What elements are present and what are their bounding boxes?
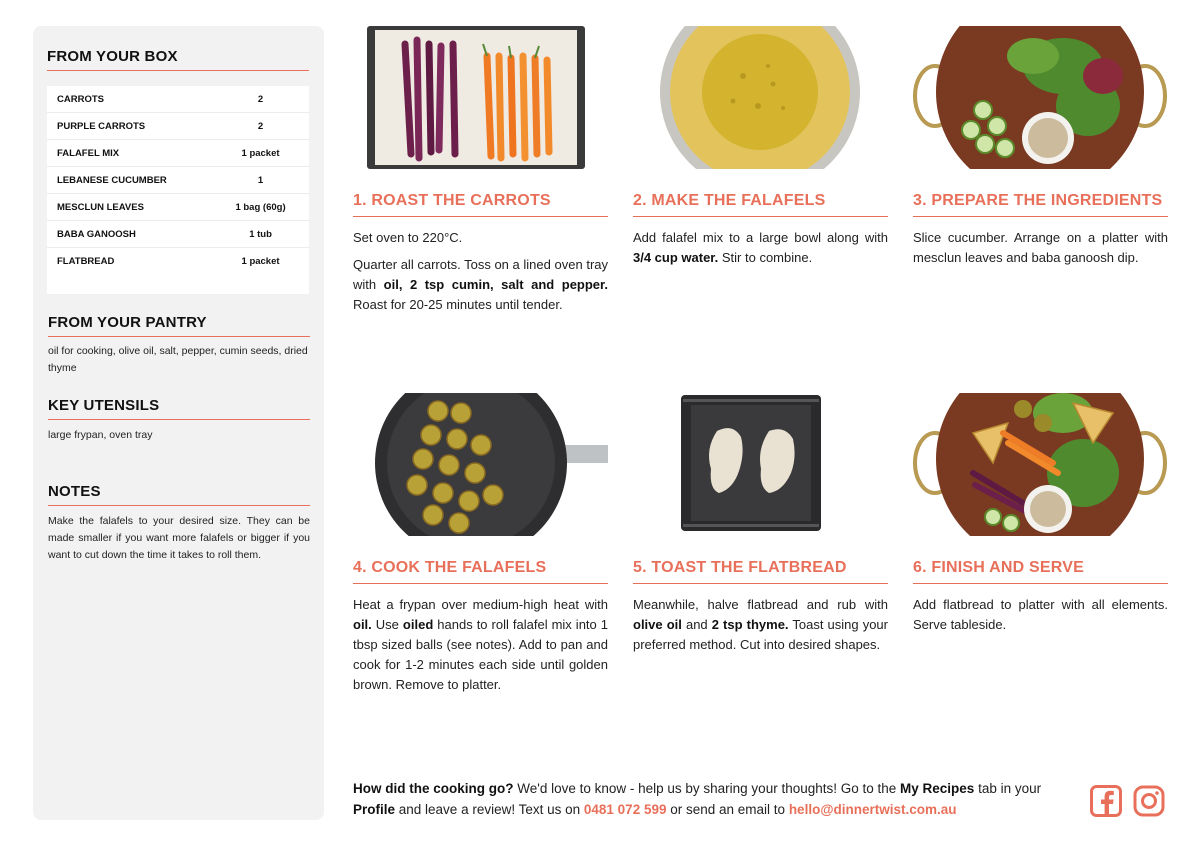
box-item-name: BABA GANOOSH [57,228,136,240]
step-title: 4. COOK THE FALAFELS [353,559,608,584]
box-item-row [47,167,309,194]
phone-number[interactable]: 0481 072 599 [583,802,667,817]
step-title: 6. FINISH AND SERVE [913,559,1168,584]
utensils-title: KEY UTENSILS [48,397,310,420]
box-item-qty: 2 [257,93,264,105]
box-item-row [47,140,309,167]
box-item-qty: 1 bag (60g) [235,201,286,213]
utensils-text: large frypan, oven tray [48,429,153,441]
step-text: Add flatbread to platter with all elements. Serve tableside. [913,597,1168,632]
box-item-qty: 2 [257,120,264,132]
pantry-text: oil for cooking, olive oil, salt, pepper, cumin seeds, dried thyme [48,345,308,374]
footer-question: How did the cooking go? [353,781,514,796]
falafels-in-pan-photo [353,393,608,536]
box-title: FROM YOUR BOX [47,48,309,71]
step-text: Meanwhile, halve flatbread and rub with olive oil and 2 tsp thyme. Toast using your preferred method. Cut into desired shapes. [633,597,888,652]
box-item-row [47,86,309,113]
footer-text: We'd love to know - help us by sharing your thoughts! Go to the [513,781,901,796]
box-item-name: MESCLUN LEAVES [57,201,144,213]
box-item-name: FALAFEL MIX [57,147,120,159]
roasted-carrots-photo [353,26,608,169]
footer-text: or send an email to [666,802,789,817]
sidebar [33,26,324,820]
step-text: Quarter all carrots. Toss on a lined oven tray with oil, 2 tsp cumin, salt and pepper. Roast for 20-25 minutes until tender. [353,257,608,312]
box-item-row [47,248,309,274]
facebook-icon[interactable] [1090,785,1122,822]
box-item-qty: 1 packet [241,147,280,159]
step-title: 5. TOAST THE FLATBREAD [633,559,888,584]
notes-title: NOTES [48,483,310,506]
step-body [353,228,608,322]
step-body [633,595,888,662]
box-item-qty: 1 packet [241,255,280,267]
step-text: Slice cucumber. Arrange on a platter with mesclun leaves and baba ganoosh dip. [913,230,1168,265]
step-text: Add falafel mix to a large bowl along with 3/4 cup water. Stir to combine. [633,230,888,265]
box-item-name: FLATBREAD [57,255,115,267]
step-6 [913,393,1168,632]
box-item-row [47,194,309,221]
step-title: 2. MAKE THE FALAFELS [633,192,888,217]
email-link[interactable]: hello@dinnertwist.com.au [788,802,957,817]
step-body [633,228,888,275]
step-text: Set oven to 220°C. [353,230,463,245]
step-3 [913,26,1168,265]
pantry-title: FROM YOUR PANTRY [48,314,310,337]
step-text: Heat a frypan over medium-high heat with oil. Use oiled hands to roll falafel mix into 1 tbsp sized balls (see notes). Add to pan and cook for 1-2 minutes each side until golden brown. Remove to platter. [353,597,609,692]
box-item-qty: 1 tub [249,228,272,240]
footer-text: and leave a review! Text us on [395,802,584,817]
step-2 [633,26,888,265]
profile-label: Profile [353,802,396,817]
step-body [353,595,608,702]
feedback-footer [353,778,1073,820]
step-1 [353,26,608,312]
finished-platter-photo [913,393,1168,536]
box-item-name: CARROTS [57,93,104,105]
step-5 [633,393,888,652]
instagram-icon[interactable] [1133,785,1165,822]
footer-text: tab in your [974,781,1042,796]
box-item-name: PURPLE CARROTS [57,120,146,132]
step-title: 1. ROAST THE CARROTS [353,192,608,217]
box-items-table [47,86,309,294]
step-4 [353,393,609,692]
box-item-name: LEBANESE CUCUMBER [57,174,167,186]
step-body [913,228,1168,275]
box-item-row [47,113,309,140]
box-item-row [47,221,309,248]
step-title: 3. PREPARE THE INGREDIENTS [913,192,1168,217]
step-body [913,595,1168,642]
box-item-qty: 1 [257,174,264,186]
falafel-mix-bowl-photo [633,26,888,169]
flatbread-tray-photo [633,393,888,536]
my-recipes-label: My Recipes [900,781,975,796]
notes-text: Make the falafels to your desired size. They can be made smaller if you want more falafels or bigger if you want to cut down the time it takes to roll them. [48,515,310,561]
salad-platter-photo [913,26,1168,169]
